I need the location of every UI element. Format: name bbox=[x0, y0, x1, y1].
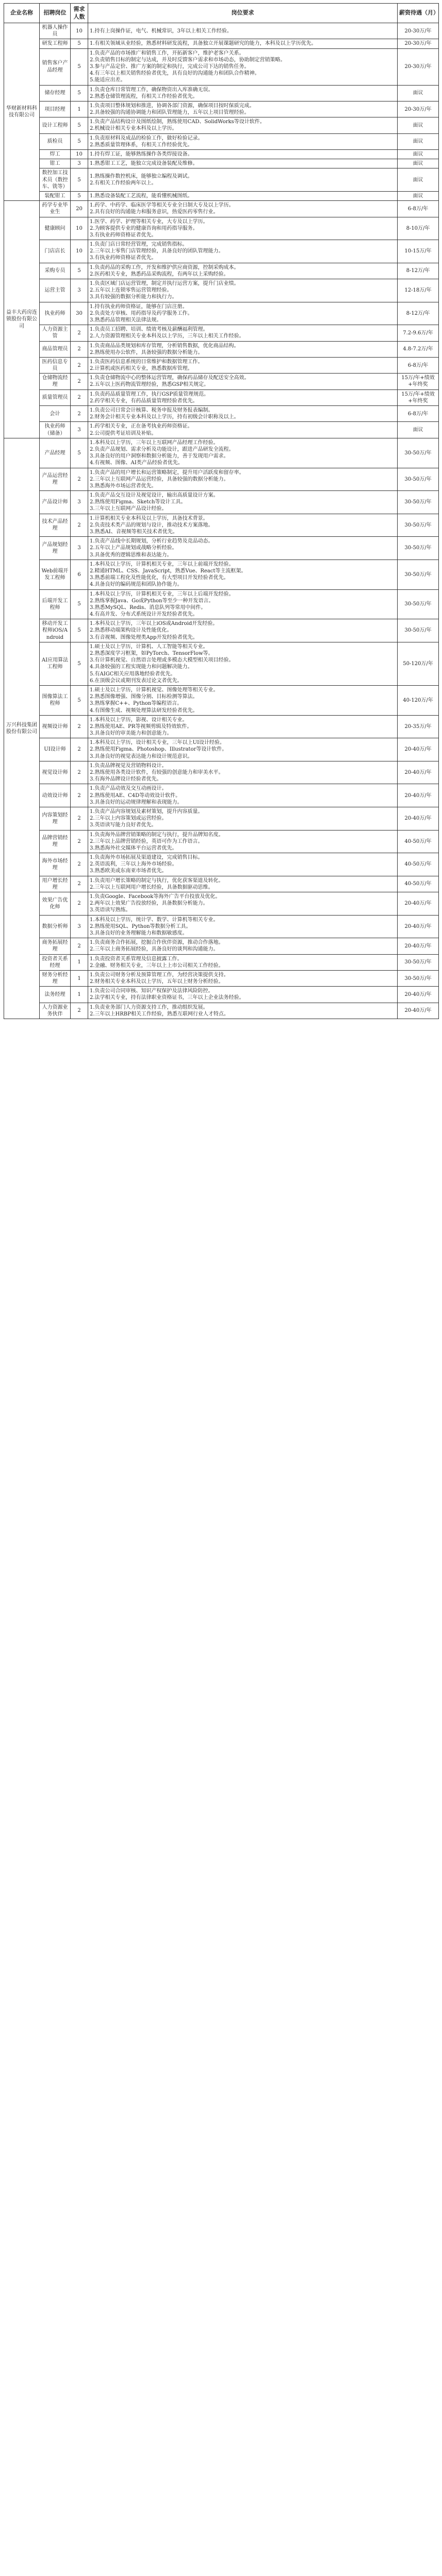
requirements-cell: 1.负责产品的市场推广和销售工作，开拓新客户，维护老客户关系。 2.负责销售目标的制定与达成，并及时反馈客户需求和市场动态，协助制定营销策略。 3.参与产品定价、推广方案的制定和执行，完成公司下达的销售任务。 4.有三年以上相关销售经验者优先，具有良好的沟通能力和团队合作精神。 5.能适应出差。 bbox=[88, 48, 398, 85]
position-cell: 产品规划经理 bbox=[40, 537, 71, 560]
count-cell: 2 bbox=[71, 784, 88, 807]
company-name: 华财新材料科技有限公司 bbox=[4, 23, 40, 201]
requirements-cell: 1.负责仓储物流中心的整体运营管理，确保药品储存及配送安全高效。 2.五年以上医药物流管理经验，熟悉GSP相关规定。 bbox=[88, 374, 398, 389]
position-cell: 技术产品经理 bbox=[40, 514, 71, 537]
count-cell: 2 bbox=[71, 876, 88, 892]
salary-cell: 40-120万/年 bbox=[398, 685, 439, 715]
table-row bbox=[4, 784, 439, 807]
header-salary: 薪资待遇（月） bbox=[398, 4, 439, 23]
count-cell: 2 bbox=[71, 374, 88, 389]
table-row bbox=[4, 389, 439, 405]
requirements-cell: 1.计算机相关专业本科及以上学历，具备技术背景。 2.负责技术类产品的规划与设计，推动技术方案落地。 3.熟悉AI、音视频等相关技术者优先。 bbox=[88, 514, 398, 537]
table-row bbox=[4, 987, 439, 1003]
position-cell: 健康顾问 bbox=[40, 217, 71, 240]
table-row bbox=[4, 938, 439, 954]
count-cell: 1 bbox=[71, 970, 88, 986]
position-cell: 焊工 bbox=[40, 150, 71, 159]
requirements-cell: 1.负责项目整体规划和推进，协调各部门资源，确保项目按时保质完成。 2.具备较强的沟通协调能力和团队管理能力，五年以上项目管理经验。 bbox=[88, 101, 398, 117]
position-cell: 动效设计师 bbox=[40, 784, 71, 807]
salary-cell: 面议 bbox=[398, 422, 439, 438]
table-row bbox=[4, 159, 439, 168]
salary-cell: 30-50万/年 bbox=[398, 514, 439, 537]
position-cell: 产品经理 bbox=[40, 438, 71, 468]
job-listing-table bbox=[4, 3, 439, 1019]
salary-cell: 30-50万/年 bbox=[398, 537, 439, 560]
salary-cell: 面议 bbox=[398, 133, 439, 149]
position-cell: 装配钳工 bbox=[40, 191, 71, 200]
table-row bbox=[4, 240, 439, 263]
salary-cell: 30-50万/年 bbox=[398, 954, 439, 970]
salary-cell: 30-50万/年 bbox=[398, 491, 439, 514]
position-cell: AI应用算法工程师 bbox=[40, 642, 71, 685]
count-cell: 5 bbox=[71, 117, 88, 133]
count-cell: 20 bbox=[71, 201, 88, 217]
requirements-cell: 1.硕士及以上学历，计算机视觉、图像处理等相关专业。 2.熟悉图像增强、图像分割、目标检测等算法。 3.熟练掌握C++、Python等编程语言。 4.有图像生成、视频处理算法研发经验者优先。 bbox=[88, 685, 398, 715]
salary-cell: 50-120万/年 bbox=[398, 642, 439, 685]
salary-cell: 6-8万/年 bbox=[398, 357, 439, 373]
requirements-cell: 1.熟悉钳工工艺，能独立完成设备装配及维修。 bbox=[88, 159, 398, 168]
salary-cell: 15万/年+绩效+年终奖 bbox=[398, 389, 439, 405]
count-cell: 5 bbox=[71, 39, 88, 48]
salary-cell: 30-50万/年 bbox=[398, 619, 439, 642]
position-cell: 投资者关系经理 bbox=[40, 954, 71, 970]
table-row bbox=[4, 357, 439, 373]
table-row bbox=[4, 422, 439, 438]
table-row bbox=[4, 263, 439, 279]
table-row bbox=[4, 537, 439, 560]
position-cell: 储存经理 bbox=[40, 85, 71, 101]
salary-cell: 20-35万/年 bbox=[398, 715, 439, 738]
position-cell: 后端开发工程师 bbox=[40, 589, 71, 619]
salary-cell: 20-40万/年 bbox=[398, 1003, 439, 1019]
requirements-cell: 1.负责药品的采购工作，开发和维护供应商资源，控制采购成本。 2.医药相关专业，熟悉药品采购流程，有两年以上采购经验。 bbox=[88, 263, 398, 279]
count-cell: 3 bbox=[71, 537, 88, 560]
position-cell: 人力资源业务伙伴 bbox=[40, 1003, 71, 1019]
position-cell: 人力资源主管 bbox=[40, 325, 71, 341]
position-cell: 采购专员 bbox=[40, 263, 71, 279]
position-cell: 质量管理员 bbox=[40, 389, 71, 405]
count-cell: 5 bbox=[71, 438, 88, 468]
table-row bbox=[4, 876, 439, 892]
requirements-cell: 1.负责药品质量管理工作，执行GSP质量管理规范。 2.药学相关专业，有药品质量管理经验者优先。 bbox=[88, 389, 398, 405]
position-cell: 运营主管 bbox=[40, 279, 71, 302]
salary-cell: 30-50万/年 bbox=[398, 589, 439, 619]
table-row bbox=[4, 150, 439, 159]
requirements-cell: 1.本科及以上学历，三年以上iOS或Android开发经验。 2.熟悉移动端架构设计及性能优化。 3.有音视频、图像处理类App开发经验者优先。 bbox=[88, 619, 398, 642]
table-row bbox=[4, 892, 439, 916]
count-cell: 10 bbox=[71, 217, 88, 240]
requirements-cell: 1.负责业务部门人力资源支持工作，推动组织发展。 2.三年以上HRBP相关工作经验，熟悉互联网行业人才特点。 bbox=[88, 1003, 398, 1019]
position-cell: 研发工程师 bbox=[40, 39, 71, 48]
salary-cell: 8-12万/年 bbox=[398, 263, 439, 279]
requirements-cell: 1.本科及以上学历，三年以上互联网产品经理工作经验。 2.负责产品规划、需求分析及功能设计，跟进产品研发全流程。 3.具备良好的用户洞察和数据分析能力，善于发现用户需求。 4.有视频、图像、AI类产品经验者优先。 bbox=[88, 438, 398, 468]
salary-cell: 面议 bbox=[398, 191, 439, 200]
salary-cell: 20-40万/年 bbox=[398, 915, 439, 938]
table-row bbox=[4, 514, 439, 537]
table-row bbox=[4, 715, 439, 738]
position-cell: Web前端开发工程师 bbox=[40, 560, 71, 589]
requirements-cell: 1.负责仓库日常管理工作，确保物资出入库准确无误。 2.熟悉仓储管理流程，有相关工作经验者优先。 bbox=[88, 85, 398, 101]
requirements-cell: 1.负责产品动效及交互动画设计。 2.熟练使用AE、C4D等动效设计软件。 3.具备良好的运动规律理解和表现能力。 bbox=[88, 784, 398, 807]
salary-cell: 面议 bbox=[398, 159, 439, 168]
position-cell: 执业药师 bbox=[40, 302, 71, 325]
requirements-cell: 1.本科及以上学历，计算机相关专业，三年以上前端开发经验。 2.精通HTML、CSS、JavaScript，熟悉Vue、React等主流框架。 3.熟悉前端工程化及性能优化，有大型项目开发经验者优先。 4.具备良好的编码规范和团队协作能力。 bbox=[88, 560, 398, 589]
table-row bbox=[4, 279, 439, 302]
count-cell: 10 bbox=[71, 240, 88, 263]
position-cell: 商品管理员 bbox=[40, 341, 71, 357]
requirements-cell: 1.熟悉设备装配工艺流程，能看懂机械图纸。 bbox=[88, 191, 398, 200]
position-cell: 内容策划经理 bbox=[40, 807, 71, 830]
position-cell: 门店店长 bbox=[40, 240, 71, 263]
count-cell: 3 bbox=[71, 491, 88, 514]
table-row bbox=[4, 39, 439, 48]
table-row bbox=[4, 201, 439, 217]
requirements-cell: 1.药学、中药学、临床医学等相关专业全日制大专及以上学历。 2.具有良好的沟通能力和服务意识，热爱医药零售行业。 bbox=[88, 201, 398, 217]
table-row bbox=[4, 133, 439, 149]
count-cell: 2 bbox=[71, 761, 88, 784]
requirements-cell: 1.负责产品的用户增长和运营策略制定，提升用户活跃度和留存率。 2.三年以上互联网产品运营经验，具备较强的数据分析能力。 3.熟悉海外市场运营者优先。 bbox=[88, 468, 398, 491]
job-table-body bbox=[4, 23, 439, 1019]
requirements-cell: 1.持有执业药师资格证，能够在门店注册。 2.负责处方审核、用药指导及药学服务工作。 3.熟悉药品管理相关法律法规。 bbox=[88, 302, 398, 325]
requirements-cell: 1.负责区域门店运营管理，制定并执行运营方案，提升门店业绩。 2.五年以上连锁零售运营管理经验。 3.具有较强的数据分析能力和执行力。 bbox=[88, 279, 398, 302]
salary-cell: 30-50万/年 bbox=[398, 468, 439, 491]
requirements-cell: 1.负责海外市场拓展及渠道建设，完成销售目标。 2.英语流利，三年以上海外市场经验。 3.熟悉欧美或东南亚市场者优先。 bbox=[88, 853, 398, 876]
salary-cell: 20-40万/年 bbox=[398, 892, 439, 916]
position-cell: 数控加工技术员（数控车、铣等） bbox=[40, 168, 71, 192]
salary-cell: 40-50万/年 bbox=[398, 876, 439, 892]
salary-cell: 40-50万/年 bbox=[398, 830, 439, 853]
count-cell: 10 bbox=[71, 23, 88, 39]
requirements-cell: 1.负责产品线中长期规划，分析行业趋势及竞品动态。 2.五年以上产品规划或战略分析经验。 3.具备优秀的逻辑思维和表达能力。 bbox=[88, 537, 398, 560]
salary-cell: 8-10万/年 bbox=[398, 217, 439, 240]
requirements-cell: 1.负责医药信息系统的日常维护和数据管理工作。 2.计算机或医药相关专业，熟悉数据库管理。 bbox=[88, 357, 398, 373]
table-row bbox=[4, 560, 439, 589]
position-cell: 药学专业毕业生 bbox=[40, 201, 71, 217]
requirements-cell: 1.本科及以上学历，设计相关专业，三年以上UI设计经验。 2.熟练使用Figma、Photoshop、Illustrator等设计软件。 3.具备良好的视觉表达能力和设计规范意识。 bbox=[88, 738, 398, 761]
salary-cell: 20-30万/年 bbox=[398, 23, 439, 39]
salary-cell: 40-50万/年 bbox=[398, 853, 439, 876]
position-cell: 医药信息专员 bbox=[40, 357, 71, 373]
table-row bbox=[4, 1003, 439, 1019]
count-cell: 1 bbox=[71, 987, 88, 1003]
requirements-cell: 1.有相关领域从业经验，熟悉材料研发流程，具备独立开展课题研究的能力，本科及以上学历优先。 bbox=[88, 39, 398, 48]
requirements-cell: 1.本科及以上学历，计算机相关专业，三年以上后端开发经验。 2.熟练掌握Java、Go或Python等至少一种开发语言。 3.熟悉MySQL、Redis、消息队列等常用中间件。 4.有高并发、分布式系统设计开发经验者优先。 bbox=[88, 589, 398, 619]
salary-cell: 6-8万/年 bbox=[398, 406, 439, 422]
table-row bbox=[4, 468, 439, 491]
count-cell: 3 bbox=[71, 279, 88, 302]
salary-cell: 6-8万/年 bbox=[398, 201, 439, 217]
salary-cell: 8-12万/年 bbox=[398, 302, 439, 325]
requirements-cell: 1.药学相关专业，正在备考执业药师资格证。 2.公司提供考证培训及补贴。 bbox=[88, 422, 398, 438]
table-row bbox=[4, 761, 439, 784]
table-row bbox=[4, 341, 439, 357]
count-cell: 2 bbox=[71, 1003, 88, 1019]
count-cell: 5 bbox=[71, 589, 88, 619]
table-row bbox=[4, 191, 439, 200]
requirements-cell: 1.持有上岗操作证，电气、机械常识，3年以上相关工作经验。 bbox=[88, 23, 398, 39]
requirements-cell: 1.负责品牌视觉及营销物料设计。 2.熟练使用各类设计软件，有较强的创意能力和审美水平。 3.有海外品牌设计经验者优先。 bbox=[88, 761, 398, 784]
position-cell: 效果广告优化师 bbox=[40, 892, 71, 916]
company-name: 万兴科技集团股份有限公司 bbox=[4, 438, 40, 1019]
requirements-cell: 1.负责员工招聘、培训、绩效考核及薪酬福利管理。 2.人力资源管理相关专业本科及以上学历，三年以上相关工作经验。 bbox=[88, 325, 398, 341]
table-row bbox=[4, 642, 439, 685]
position-cell: 图像算法工程师 bbox=[40, 685, 71, 715]
salary-cell: 20-30万/年 bbox=[398, 101, 439, 117]
position-cell: 产品运营经理 bbox=[40, 468, 71, 491]
count-cell: 2 bbox=[71, 830, 88, 853]
requirements-cell: 1.持有焊工证，能够熟练操作各类焊接设备。 bbox=[88, 150, 398, 159]
requirements-cell: 1.硕士及以上学历，计算机、人工智能等相关专业。 2.熟悉深度学习框架，如PyTorch、TensorFlow等。 3.有计算机视觉、自然语言处理或多模态大模型相关项目经验。 4.具备较强的工程实现能力和问题解决能力。 5.有AIGC相关应用落地经验者优先。 6.在顶级会议或期刊发表过论文者优先。 bbox=[88, 642, 398, 685]
table-row bbox=[4, 830, 439, 853]
count-cell: 5 bbox=[71, 48, 88, 85]
salary-cell: 12-18万/年 bbox=[398, 279, 439, 302]
salary-cell: 20-30万/年 bbox=[398, 39, 439, 48]
table-row bbox=[4, 853, 439, 876]
count-cell: 10 bbox=[71, 150, 88, 159]
salary-cell: 20-30万/年 bbox=[398, 48, 439, 85]
requirements-cell: 1.负责原材料及成品的检验工作，做好检验记录。 2.熟悉质量管理体系，有相关工作经验优先。 bbox=[88, 133, 398, 149]
company-name: 益丰大药房连锁股份有限公司 bbox=[4, 201, 40, 438]
position-cell: 执业药师（储备） bbox=[40, 422, 71, 438]
salary-cell: 15万/年+绩效+年终奖 bbox=[398, 374, 439, 389]
position-cell: 机器人操作员 bbox=[40, 23, 71, 39]
requirements-cell: 1.负责公司财务分析及预算管理工作，为经营决策提供支持。 2.财务相关专业本科及以上学历，五年以上财务分析经验。 bbox=[88, 970, 398, 986]
count-cell: 3 bbox=[71, 422, 88, 438]
position-cell: 项目经理 bbox=[40, 101, 71, 117]
salary-cell: 30-50万/年 bbox=[398, 438, 439, 468]
count-cell: 2 bbox=[71, 715, 88, 738]
salary-cell: 30-50万/年 bbox=[398, 970, 439, 986]
count-cell: 2 bbox=[71, 514, 88, 537]
salary-cell: 20-40万/年 bbox=[398, 784, 439, 807]
table-row bbox=[4, 302, 439, 325]
count-cell: 2 bbox=[71, 341, 88, 357]
requirements-cell: 1.熟练操作数控机床，能够独立编程及调试。 2.有相关工作经验两年以上。 bbox=[88, 168, 398, 192]
count-cell: 2 bbox=[71, 325, 88, 341]
table-row bbox=[4, 117, 439, 133]
table-row bbox=[4, 619, 439, 642]
header-requirements: 岗位要求 bbox=[88, 4, 398, 23]
salary-cell: 7.2-9.6万/年 bbox=[398, 325, 439, 341]
position-cell: 法务经理 bbox=[40, 987, 71, 1003]
table-row bbox=[4, 325, 439, 341]
salary-cell: 面议 bbox=[398, 150, 439, 159]
count-cell: 2 bbox=[71, 892, 88, 916]
position-cell: 移动开发工程师iOS/Android bbox=[40, 619, 71, 642]
requirements-cell: 1.负责产品结构设计及图纸绘制，熟练使用CAD、SolidWorks等设计软件。 2.机械设计相关专业本科及以上学历。 bbox=[88, 117, 398, 133]
count-cell: 2 bbox=[71, 853, 88, 876]
salary-cell: 20-40万/年 bbox=[398, 987, 439, 1003]
requirements-cell: 1.负责用户增长策略的制定与执行，优化获客渠道及转化。 2.三年以上互联网用户增长经验，具备数据驱动思维。 bbox=[88, 876, 398, 892]
count-cell: 30 bbox=[71, 302, 88, 325]
table-row bbox=[4, 589, 439, 619]
count-cell: 3 bbox=[71, 915, 88, 938]
requirements-cell: 1.负责产品交互设计及视觉设计，输出高质量设计方案。 2.熟练使用Figma、Sketch等设计工具。 3.三年以上互联网产品设计经验。 bbox=[88, 491, 398, 514]
salary-cell: 30-50万/年 bbox=[398, 560, 439, 589]
position-cell: 会计 bbox=[40, 406, 71, 422]
count-cell: 5 bbox=[71, 263, 88, 279]
position-cell: 品牌营销经理 bbox=[40, 830, 71, 853]
count-cell: 5 bbox=[71, 685, 88, 715]
salary-cell: 20-40万/年 bbox=[398, 807, 439, 830]
table-row bbox=[4, 85, 439, 101]
requirements-cell: 1.本科及以上学历，影视、设计相关专业。 2.熟练使用AE、PR等视频剪辑及特效软件。 3.具备良好的审美能力和创意能力。 bbox=[88, 715, 398, 738]
table-row bbox=[4, 685, 439, 715]
salary-cell: 20-40万/年 bbox=[398, 738, 439, 761]
count-cell: 2 bbox=[71, 807, 88, 830]
position-cell: UI设计师 bbox=[40, 738, 71, 761]
position-cell: 钳工 bbox=[40, 159, 71, 168]
position-cell: 商务拓展经理 bbox=[40, 938, 71, 954]
header-position: 招聘岗位 bbox=[40, 4, 71, 23]
position-cell: 财务分析经理 bbox=[40, 970, 71, 986]
table-row bbox=[4, 915, 439, 938]
table-row bbox=[4, 438, 439, 468]
requirements-cell: 1.负责Google、Facebook等海外广告平台投放及优化。 2.两年以上效果广告投放经验，具备数据分析能力。 3.英语读写熟练。 bbox=[88, 892, 398, 916]
requirements-cell: 1.负责门店日常经营管理，完成销售指标。 2.三年以上零售门店管理经验，具备良好的团队管理能力。 3.有执业药师资格证者优先。 bbox=[88, 240, 398, 263]
position-cell: 质检员 bbox=[40, 133, 71, 149]
count-cell: 3 bbox=[71, 159, 88, 168]
salary-cell: 面议 bbox=[398, 168, 439, 192]
table-row bbox=[4, 406, 439, 422]
salary-cell: 面议 bbox=[398, 117, 439, 133]
table-row bbox=[4, 954, 439, 970]
count-cell: 2 bbox=[71, 468, 88, 491]
count-cell: 5 bbox=[71, 85, 88, 101]
position-cell: 用户增长经理 bbox=[40, 876, 71, 892]
count-cell: 5 bbox=[71, 619, 88, 642]
requirements-cell: 1.负责投资者关系管理及信息披露工作。 2.金融、财务相关专业，三年以上上市公司相关工作经验。 bbox=[88, 954, 398, 970]
count-cell: 2 bbox=[71, 938, 88, 954]
count-cell: 5 bbox=[71, 133, 88, 149]
table-row bbox=[4, 101, 439, 117]
requirements-cell: 1.负责商品品类规划和库存管理，分析销售数据，优化商品结构。 2.熟练使用办公软件，具备较强的数据分析能力。 bbox=[88, 341, 398, 357]
salary-cell: 面议 bbox=[398, 85, 439, 101]
count-cell: 1 bbox=[71, 954, 88, 970]
position-cell: 产品设计师 bbox=[40, 491, 71, 514]
header-company: 企业名称 bbox=[4, 4, 40, 23]
salary-cell: 20-40万/年 bbox=[398, 938, 439, 954]
table-row bbox=[4, 48, 439, 85]
table-row bbox=[4, 807, 439, 830]
count-cell: 2 bbox=[71, 406, 88, 422]
table-row bbox=[4, 23, 439, 39]
table-row bbox=[4, 970, 439, 986]
table-row bbox=[4, 217, 439, 240]
salary-cell: 20-40万/年 bbox=[398, 761, 439, 784]
position-cell: 仓储物流经理 bbox=[40, 374, 71, 389]
table-row bbox=[4, 491, 439, 514]
salary-cell: 10-15万/年 bbox=[398, 240, 439, 263]
count-cell: 6 bbox=[71, 560, 88, 589]
salary-cell: 4.8-7.2万/年 bbox=[398, 341, 439, 357]
count-cell: 5 bbox=[71, 191, 88, 200]
requirements-cell: 1.负责海外品牌营销策略的制定与执行，提升品牌知名度。 2.三年以上品牌营销经验，英语可作为工作语言。 3.熟悉海外社交媒体平台运营者优先。 bbox=[88, 830, 398, 853]
table-row bbox=[4, 374, 439, 389]
table-row bbox=[4, 738, 439, 761]
requirements-cell: 1.本科及以上学历，统计学、数学、计算机等相关专业。 2.熟练使用SQL、Python等数据分析工具。 3.具备良好的业务理解能力和数据敏感度。 bbox=[88, 915, 398, 938]
table-row bbox=[4, 168, 439, 192]
header-count: 需求人数 bbox=[71, 4, 88, 23]
header-row bbox=[4, 4, 439, 23]
requirements-cell: 1.负责商务合作拓展，挖掘合作伙伴资源，推动合作落地。 2.三年以上商务拓展经验，具备良好的谈判和沟通能力。 bbox=[88, 938, 398, 954]
requirements-cell: 1.负责公司日常会计核算、税务申报及财务报表编制。 2.财务会计相关专业本科及以上学历，持有初级会计职称及以上。 bbox=[88, 406, 398, 422]
count-cell: 5 bbox=[71, 168, 88, 192]
count-cell: 2 bbox=[71, 389, 88, 405]
position-cell: 数据分析师 bbox=[40, 915, 71, 938]
count-cell: 2 bbox=[71, 357, 88, 373]
requirements-cell: 1.负责公司合同审核、知识产权保护及法律风险防控。 2.法学相关专业，持有法律职业资格证书，三年以上企业法务经验。 bbox=[88, 987, 398, 1003]
count-cell: 2 bbox=[71, 738, 88, 761]
position-cell: 销售客户产品经理 bbox=[40, 48, 71, 85]
position-cell: 视频设计师 bbox=[40, 715, 71, 738]
position-cell: 视觉设计师 bbox=[40, 761, 71, 784]
count-cell: 1 bbox=[71, 101, 88, 117]
position-cell: 设计工程师 bbox=[40, 117, 71, 133]
requirements-cell: 1.医学、药学、护理等相关专业，大专及以上学历。 2.为顾客提供专业的健康咨询和用药指导服务。 3.有执业药师资格证者优先。 bbox=[88, 217, 398, 240]
requirements-cell: 1.负责产品内容规划及素材策划，提升内容质量。 2.三年以上内容策划或运营经验。 3.英语读写能力良好者优先。 bbox=[88, 807, 398, 830]
position-cell: 海外市场经理 bbox=[40, 853, 71, 876]
count-cell: 5 bbox=[71, 642, 88, 685]
